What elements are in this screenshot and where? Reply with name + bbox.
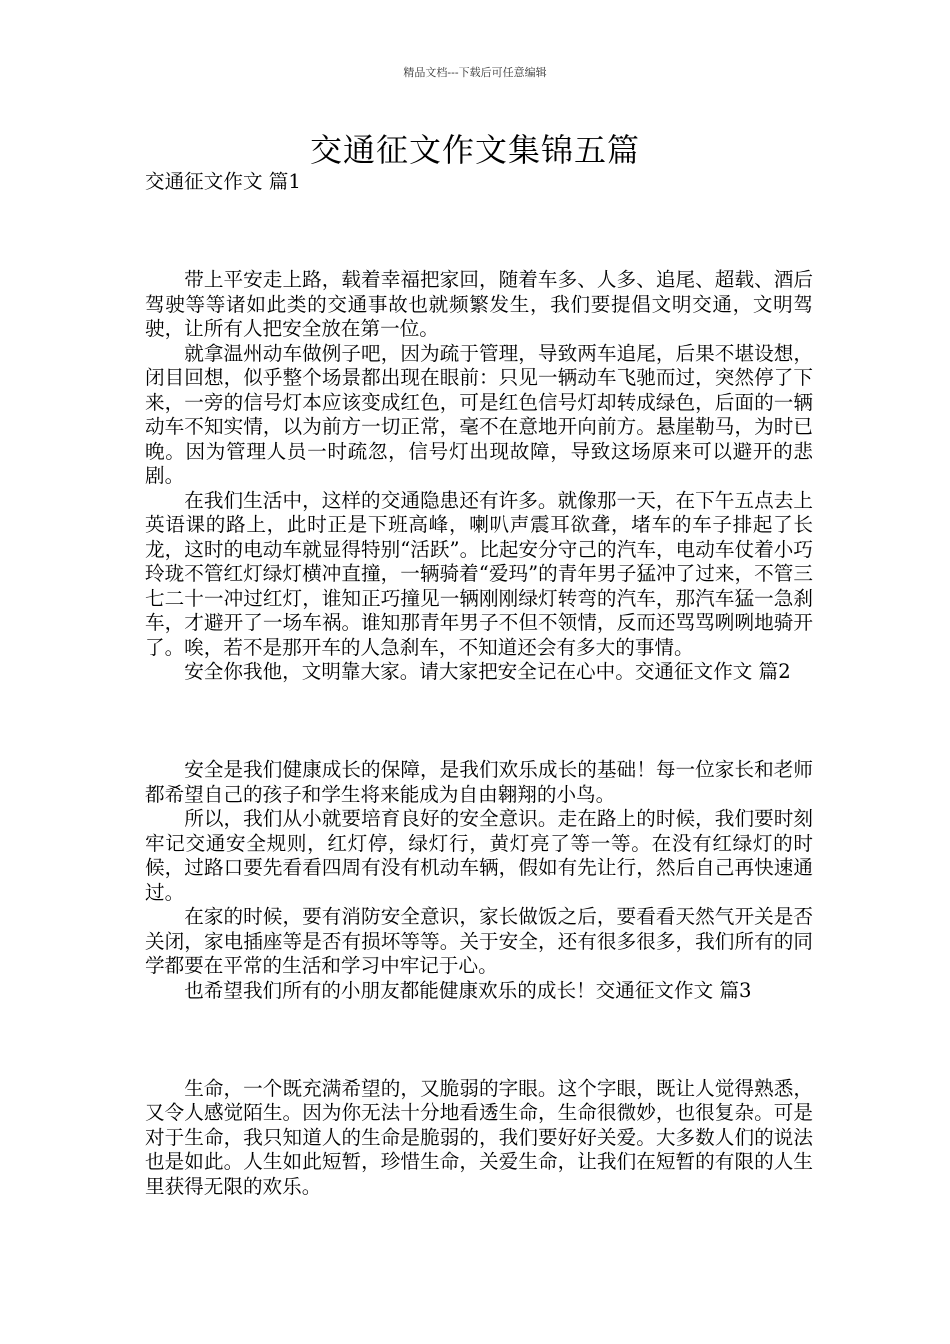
paragraph: 就拿温州动车做例子吧，因为疏于管理，导致两车追尾，后果不堪设想，闭目回想，似乎整个场景都出现在眼前：只见一辆动车飞驰而过，突然停了下来，一旁的信号灯本应该变成红色，可是红色信号灯却转成绿色，后面的一辆动车不知实情，以为前方一切正常，毫不在意地开向前方。悬崖勒马，为时已晚。因为管理人员一时疏忽，信号灯出现故障，导致这场原来可以避开的悲剧。 xyxy=(145,341,813,487)
paragraph: 所以，我们从小就要培育良好的安全意识。走在路上的时候，我们要时刻牢记交通安全规则，红灯停，绿灯行，黄灯亮了等一等。在没有红绿灯的时候，过路口要先看看四周有没有机动车辆，假如有先让行，然后自己再快速通过。 xyxy=(145,807,813,904)
paragraph: 安全你我他，文明靠大家。请大家把安全记在心中。交通征文作文 篇2 xyxy=(184,660,791,683)
paragraph: 安全是我们健康成长的保障，是我们欢乐成长的基础！每一位家长和老师都希望自己的孩子和学生将来能成为自由翱翔的小鸟。 xyxy=(145,758,813,806)
page-header-watermark: 精品文档---下载后可任意编辑 xyxy=(403,66,547,79)
paragraph: 也希望我们所有的小朋友都能健康欢乐的成长！交通征文作文 篇3 xyxy=(184,978,752,1002)
document-body xyxy=(145,170,813,1199)
paragraph: 在我们生活中，这样的交通隐患还有许多。就像那一天，在下午五点去上英语课的路上，此时正是下班高峰，喇叭声震耳欲聋，堵车的车子排起了长龙，这时的电动车就显得特别“活跃”。比起安分守己的汽车，电动车仗着小巧玲珑不管红灯绿灯横冲直撞，一辆骑着“爱玛”的青年男子猛冲了过来，不管三七二十一冲过红灯，谁知正巧撞见一辆刚刚绿灯转弯的汽车，那汽车猛一急刹车，才避开了一场车祸。谁知那青年男子不但不领情，反而还骂骂咧咧地骑开了。唉，若不是那开车的人急刹车，不知道还会有多大的事情。 xyxy=(145,488,813,659)
paragraph: 生命，一个既充满希望的，又脆弱的字眼。这个字眼，既让人觉得熟悉，又令人感觉陌生。因为你无法十分地看透生命，生命很微妙，也很复杂。可是对于生命，我只知道人的生命是脆弱的，我们要好好关爱。大多数人们的说法也是如此。人生如此短暂，珍惜生命，关爱生命，让我们在短暂的有限的人生里获得无限的欢乐。 xyxy=(145,1076,813,1198)
paragraph: 在家的时候，要有消防安全意识，家长做饭之后，要看看天然气开关是否关闭，家电插座等是否有损坏等等。关于安全，还有很多很多，我们所有的同学都要在平常的生活和学习中牢记于心。 xyxy=(145,905,813,977)
spacer xyxy=(145,195,813,269)
document-title: 交通征文作文集锦五篇 xyxy=(309,131,640,169)
spacer xyxy=(145,1003,813,1077)
section-heading: 交通征文作文 篇1 xyxy=(145,170,301,193)
paragraph: 带上平安走上路，载着幸福把家回，随着车多、人多、追尾、超载、酒后驾驶等等诸如此类的交通事故也就频繁发生，我们要提倡文明交通，文明驾驶，让所有人把安全放在第一位。 xyxy=(145,268,813,340)
spacer xyxy=(145,685,813,759)
